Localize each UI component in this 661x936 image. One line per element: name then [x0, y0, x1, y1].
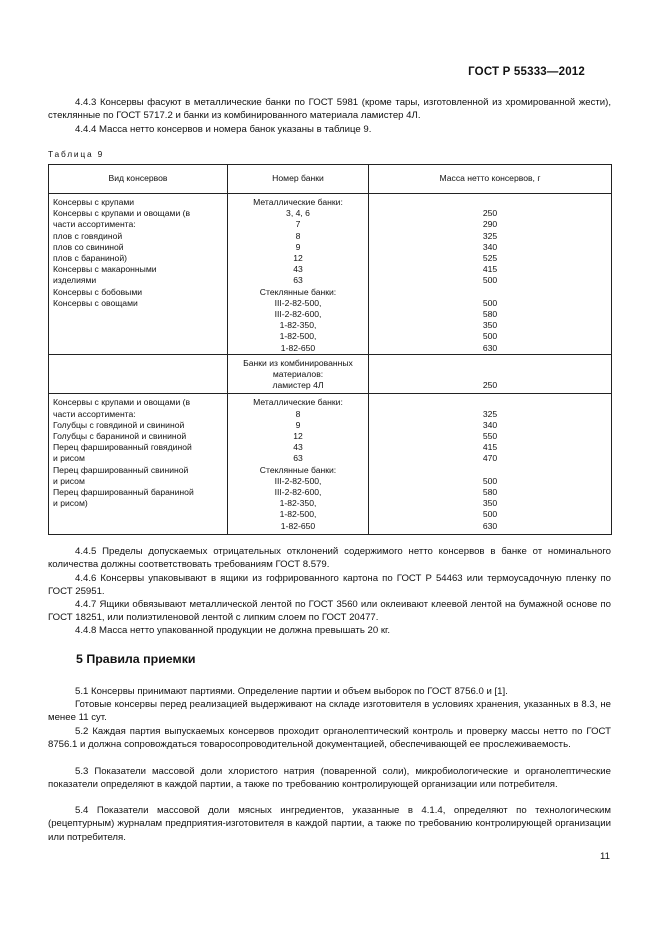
mass-line: 580 [482, 309, 498, 320]
can-line: 3, 4, 6 [286, 208, 310, 219]
paragraph-4-4-5: 4.4.5 Пределы допускаемых отрицательных отклонений содержимого нетто консервов в банке от номинального количества должны соответствовать требованиям ГОСТ 8.579. [48, 546, 611, 571]
kind-line: и рисом [53, 475, 85, 486]
mass-line: 500 [482, 275, 498, 286]
can-line: Банки из комбинированных [243, 357, 353, 368]
mass-line: 325 [482, 408, 498, 419]
mass-line: 500 [482, 297, 498, 308]
can-line: 63 [293, 453, 303, 464]
section-title: 5 Правила приемки [76, 652, 196, 666]
paragraph-4-4-3: 4.4.3 Консервы фасуют в металлические банки по ГОСТ 5981 (кроме тары, изготовленной из хромированной жести), стеклянные по ГОСТ 5717.2 и банки из комбинированного материала ламистер 4Л. [48, 97, 611, 122]
document-header: ГОСТ Р 55333—2012 [468, 66, 585, 78]
kind-line: и рисом) [53, 498, 88, 509]
can-numbers-cell [228, 354, 369, 394]
kind-line: Консервы с макаронными [53, 264, 157, 275]
table-row [49, 394, 612, 534]
can-line: 9 [295, 241, 301, 252]
mass-line: 415 [482, 264, 498, 275]
kind-line: Консервы с крупами и овощами (в [53, 208, 191, 219]
mass-line: 550 [482, 431, 498, 442]
kind-line: Голубцы с бараниной и свининой [53, 431, 187, 442]
kind-line: Перец фаршированный говядиной [53, 442, 192, 453]
can-numbers-cell [228, 394, 369, 534]
paragraph-5-1: 5.1 Консервы принимают партиями. Определение партии и объем выборок по ГОСТ 8756.0 и [1]. [75, 686, 508, 697]
mass-line: 250 [482, 208, 498, 219]
kind-line: плов с бараниной) [53, 253, 127, 264]
mass-line [373, 397, 607, 408]
kind-line: изделиями [53, 275, 97, 286]
table-caption: Таблица 9 [48, 149, 105, 159]
can-line: Металлические банки: [253, 397, 343, 408]
can-line: 8 [295, 408, 301, 419]
can-line: 43 [293, 442, 303, 453]
mass-line: 340 [482, 241, 498, 252]
mass-line [373, 287, 607, 298]
can-line: 63 [293, 275, 303, 286]
mass-line: 500 [482, 509, 498, 520]
mass-line: 415 [482, 442, 498, 453]
mass-line: 580 [482, 487, 498, 498]
paragraph-4-4-6: 4.4.6 Консервы упаковывают в ящики из гофрированного картона по ГОСТ Р 54463 или термоусадочную пленку по ГОСТ 25951. [48, 573, 611, 598]
can-line: 43 [293, 264, 303, 275]
mass-line: 630 [482, 520, 498, 531]
paragraph-4-4-4: 4.4.4 Масса нетто консервов и номера банок указаны в таблице 9. [75, 124, 372, 135]
can-line: III-2-82-600, [274, 309, 322, 320]
kind-line: плов со свининой [53, 241, 124, 252]
mass-line [373, 465, 607, 476]
mass-line: 525 [482, 253, 498, 264]
can-line: 7 [295, 219, 301, 230]
can-line: 1-82-500, [279, 331, 317, 342]
mass-line: 325 [482, 230, 498, 241]
can-line: 1-82-500, [279, 509, 317, 520]
kind-line: Консервы с крупами и овощами (в [53, 397, 191, 408]
can-line: Металлические банки: [253, 197, 343, 207]
can-line: III-2-82-600, [274, 487, 322, 498]
mass-line: 500 [482, 475, 498, 486]
can-line: 1-82-650 [280, 342, 316, 353]
kind-line: плов с говядиной [53, 230, 123, 241]
kind-line: Консервы с крупами [53, 197, 135, 207]
kind-line: части ассортимента: [53, 408, 136, 419]
table-row [49, 354, 612, 394]
can-line: 1-82-350, [279, 320, 317, 331]
can-line: Стеклянные банки: [259, 286, 337, 297]
kind-line: Консервы с бобовыми [53, 286, 143, 297]
column-header-net-mass: Масса нетто консервов, г [369, 165, 612, 194]
mass-line: 500 [482, 331, 498, 342]
mass-line: 350 [482, 320, 498, 331]
can-line: ламистер 4Л [272, 380, 324, 391]
mass-line [373, 197, 607, 208]
paragraph-5-3: 5.3 Показатели массовой доли хлористого натрия (поваренной соли), микробиологические и органолептические показатели определяют в каждой партии, а также по требованию контролирующей организации или потребителя. [48, 766, 611, 791]
kinds-cell [49, 394, 228, 534]
can-line: Стеклянные банки: [259, 464, 337, 475]
mass-line: 630 [482, 342, 498, 353]
can-line: 12 [293, 431, 303, 442]
net-mass-cell [369, 394, 612, 534]
net-mass-cell [369, 354, 612, 394]
kind-line: Перец фаршированный бараниной [53, 487, 194, 498]
kind-line: Консервы с овощами [53, 297, 138, 308]
column-header-can-number: Номер банки [228, 165, 369, 194]
kind-line: Голубцы с говядиной и свининой [53, 419, 185, 430]
mass-line: 340 [482, 419, 498, 430]
can-line: 1-82-650 [280, 520, 316, 531]
kind-line: и рисом [53, 453, 85, 464]
table-9 [48, 164, 612, 535]
can-line: 9 [295, 419, 301, 430]
paragraph-5-2: 5.2 Каждая партия выпускаемых консервов проходит органолептический контроль и проверку массы нетто по ГОСТ 8756.1 и должна сопровождаться товаросопроводительной документацией, обеспечивающей ее прослеживаемость. [48, 726, 611, 751]
mass-line: 290 [482, 219, 498, 230]
kind-line: части ассортимента: [53, 219, 136, 230]
table-row [49, 194, 612, 355]
mass-line: 350 [482, 498, 498, 509]
kind-line: Перец фаршированный свининой [53, 464, 189, 475]
kinds-cell [49, 354, 228, 394]
page-number: 11 [600, 851, 610, 862]
paragraph-5-1-cont: Готовые консервы перед реализацией выдерживают на складе изготовителя в условиях хранения, указанных в 8.3, не менее 11 сут. [48, 699, 611, 724]
column-header-kind: Вид консервов [49, 165, 228, 194]
can-line: 8 [295, 230, 301, 241]
can-line: 12 [293, 253, 303, 264]
can-line: III-2-82-500, [274, 297, 322, 308]
table-header-row [49, 165, 612, 194]
paragraph-5-4: 5.4 Показатели массовой доли мясных ингредиентов, указанные в 4.1.4, определяют по технологическим (рецептурным) журналам предприятия-изготовителя в каждой партии, а также по требованию контролирующей организации или потребителя. [48, 805, 611, 843]
net-mass-cell [369, 194, 612, 355]
mass-line: 250 [482, 380, 498, 391]
can-line: 1-82-350, [279, 498, 317, 509]
kinds-cell [49, 194, 228, 355]
can-numbers-cell [228, 194, 369, 355]
can-line: материалов: [272, 369, 324, 380]
can-line: III-2-82-500, [274, 475, 322, 486]
paragraph-4-4-7: 4.4.7 Ящики обвязывают металлической лентой по ГОСТ 3560 или оклеивают клеевой лентой на бумажной основе по ГОСТ 18251, или полиэтиленовой лентой с липким слоем по ГОСТ 20477. [48, 599, 611, 624]
paragraph-4-4-8: 4.4.8 Масса нетто упакованной продукции не должна превышать 20 кг. [75, 625, 391, 636]
mass-line: 470 [482, 453, 498, 464]
